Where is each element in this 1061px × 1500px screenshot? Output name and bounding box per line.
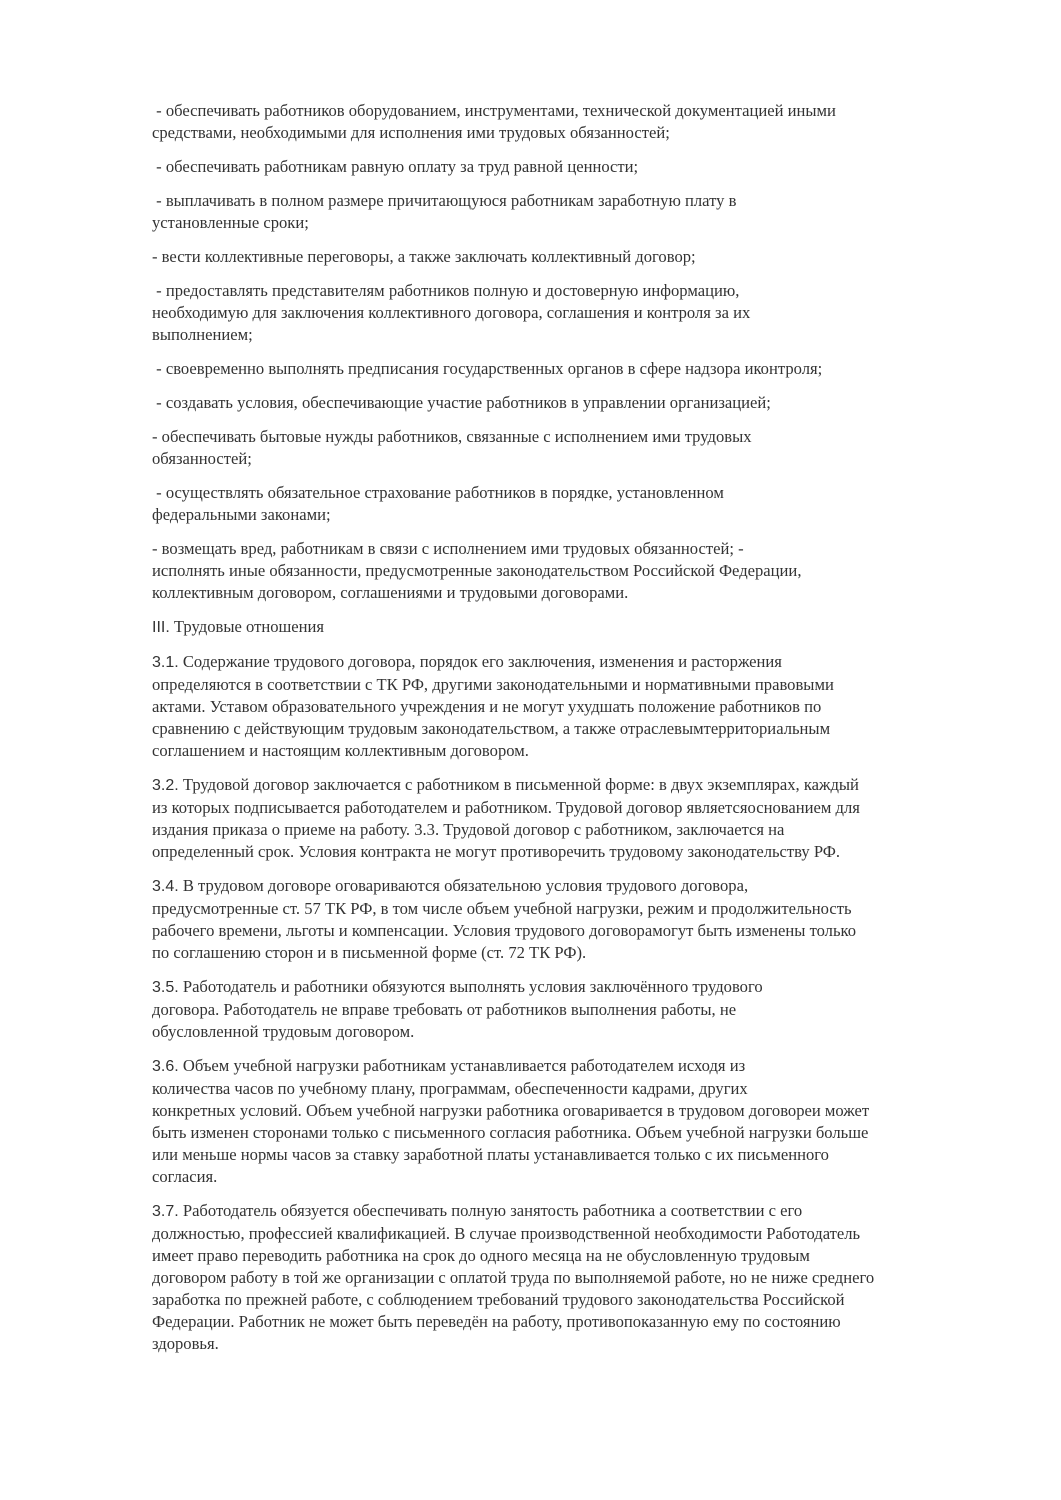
paragraph [152,651,982,762]
line-text: - обеспечивать работникам равную оплату за труд равной ценности; [152,157,639,176]
text-line [152,246,982,268]
line-text: согласия. [152,1167,218,1186]
line-text: - предоставлять представителям работников полную и достоверную информацию, [152,281,740,300]
line-text: соглашением и настоящим коллективным договором. [152,741,529,760]
paragraph [152,426,982,470]
line-text: Работодатель обязуется обеспечивать полную занятость работника а соответствии с его [178,1201,803,1220]
line-text: определяются в соответствии с ТК РФ, другими законодательными и нормативными правовыми [152,675,834,694]
text-line [152,1200,982,1223]
line-text: имеет право переводить работника на срок до одного месяца на не обусловленную трудовым [152,1246,810,1265]
line-text: определенный срок. Условия контракта не могут противоречить трудовому законодательству РФ. [152,842,841,861]
line-text: быть изменен сторонами только с письменного согласия работника. Объем учебной нагрузки больше [152,1123,869,1142]
text-line [152,920,982,942]
line-text: рабочего времени, льготы и компенсации. Условия трудового договорамогут быть изменены только [152,921,857,940]
text-line [152,1289,982,1311]
paragraph [152,358,982,380]
text-line [152,616,982,639]
text-line [152,1100,982,1122]
paragraph [152,976,982,1043]
line-text: обязанностей; [152,449,252,468]
text-line [152,1055,982,1078]
text-line [152,560,982,582]
line-text: предусмотренные ст. 57 ТК РФ, в том числе объем учебной нагрузки, режим и продолжительность [152,899,852,918]
text-line [152,122,982,144]
line-text: заработка по прежней работе, с соблюдением требований трудового законодательства Российской [152,1290,845,1309]
text-line [152,324,982,346]
text-line [152,819,982,841]
line-text: - возмещать вред, работникам в связи с исполнением ими трудовых обязанностей; - [152,539,744,558]
line-text: обусловленной трудовым договором. [152,1022,415,1041]
paragraph [152,100,982,144]
line-text: - выплачивать в полном размере причитающуюся работникам заработную плату в [152,191,737,210]
line-text: из которых подписывается работодателем и работником. Трудовой договор являетсяоснованием для [152,798,860,817]
section-number: 3.4. [152,878,179,895]
document-body [152,100,982,1367]
text-line [152,156,982,178]
text-line [152,392,982,414]
text-line [152,898,982,920]
section-number: III. [152,619,170,636]
line-text: должностью, профессией квалификацией. В случае производственной необходимости Работодатель [152,1224,861,1243]
text-line [152,942,982,964]
line-text: федеральными законами; [152,505,331,524]
text-line [152,1333,982,1355]
text-line [152,797,982,819]
line-text: по соглашению сторон и в письменной форме (ст. 72 ТК РФ). [152,943,587,962]
text-line [152,1223,982,1245]
text-line [152,1144,982,1166]
text-line [152,1166,982,1188]
text-line [152,482,982,504]
section-number: 3.1. [152,654,179,671]
paragraph [152,875,982,964]
text-line [152,100,982,122]
line-text: Трудовые отношения [169,617,325,636]
paragraph [152,616,982,639]
text-line [152,538,982,560]
line-text: установленные сроки; [152,213,309,232]
paragraph [152,1055,982,1188]
line-text: Содержание трудового договора, порядок его заключения, изменения и расторжения [178,652,782,671]
text-line [152,448,982,470]
text-line [152,302,982,324]
line-text: исполнять иные обязанности, предусмотренные законодательством Российской Федерации, [152,561,802,580]
line-text: - обеспечивать бытовые нужды работников, связанные с исполнением ими трудовых [152,427,752,446]
line-text: Работодатель и работники обязуются выполнять условия заключённого трудового [178,977,763,996]
paragraph [152,1200,982,1355]
text-line [152,841,982,863]
section-number: 3.6. [152,1058,179,1075]
text-line [152,1311,982,1333]
line-text: - создавать условия, обеспечивающие участие работников в управлении организацией; [152,393,771,412]
text-line [152,740,982,762]
section-number: 3.5. [152,979,179,996]
paragraph [152,482,982,526]
text-line [152,651,982,674]
section-number: 3.7. [152,1203,179,1220]
line-text: Трудовой договор заключается с работником в письменной форме: в двух экземплярах, каждый [178,775,859,794]
paragraph [152,246,982,268]
text-line [152,426,982,448]
paragraph [152,538,982,604]
line-text: или меньше нормы часов за ставку заработной платы устанавливается только с их письменного [152,1145,829,1164]
text-line [152,1078,982,1100]
line-text: Объем учебной нагрузки работникам устанавливается работодателем исходя из [178,1056,746,1075]
line-text: здоровья. [152,1334,219,1353]
line-text: договором работу в той же организации с оплатой труда по выполняемой работе, но не ниже среднего [152,1268,875,1287]
line-text: - своевременно выполнять предписания государственных органов в сфере надзора иконтроля; [152,359,823,378]
line-text: - вести коллективные переговоры, а также заключать коллективный договор; [152,247,696,266]
line-text: сравнению с действующим трудовым законодательством, а также отраслевымтерриториальным [152,719,831,738]
paragraph [152,392,982,414]
text-line [152,1122,982,1144]
text-line [152,504,982,526]
text-line [152,976,982,999]
line-text: издания приказа о приеме на работу. 3.3. Трудовой договор с работником, заключается на [152,820,785,839]
text-line [152,1245,982,1267]
line-text: количества часов по учебному плану, программам, обеспеченности кадрами, других [152,1079,748,1098]
line-text: - обеспечивать работников оборудованием, инструментами, технической документацией иными [152,101,836,120]
line-text: коллективным договором, соглашениями и трудовыми договорами. [152,583,629,602]
text-line [152,358,982,380]
text-line [152,999,982,1021]
text-line [152,1021,982,1043]
paragraph [152,774,982,863]
text-line [152,774,982,797]
text-line [152,190,982,212]
line-text: актами. Уставом образовательного учреждения и не могут ухудшать положение работников по [152,697,822,716]
paragraph [152,156,982,178]
line-text: В трудовом договоре оговариваются обязательною условия трудового договора, [178,876,749,895]
text-line [152,696,982,718]
paragraph [152,190,982,234]
text-line [152,212,982,234]
text-line [152,718,982,740]
text-line [152,582,982,604]
text-line [152,280,982,302]
text-line [152,875,982,898]
line-text: необходимую для заключения коллективного договора, соглашения и контроля за их [152,303,751,322]
line-text: Федерации. Работник не может быть переведён на работу, противопоказанную ему по состоянию [152,1312,841,1331]
line-text: конкретных условий. Объем учебной нагрузки работника оговаривается в трудовом договореи может [152,1101,870,1120]
line-text: выполнением; [152,325,253,344]
text-line [152,1267,982,1289]
line-text: средствами, необходимыми для исполнения ими трудовых обязанностей; [152,123,670,142]
section-number: 3.2. [152,777,179,794]
line-text: договора. Работодатель не вправе требовать от работников выполнения работы, не [152,1000,737,1019]
text-line [152,674,982,696]
paragraph [152,280,982,346]
line-text: - осуществлять обязательное страхование работников в порядке, установленном [152,483,724,502]
